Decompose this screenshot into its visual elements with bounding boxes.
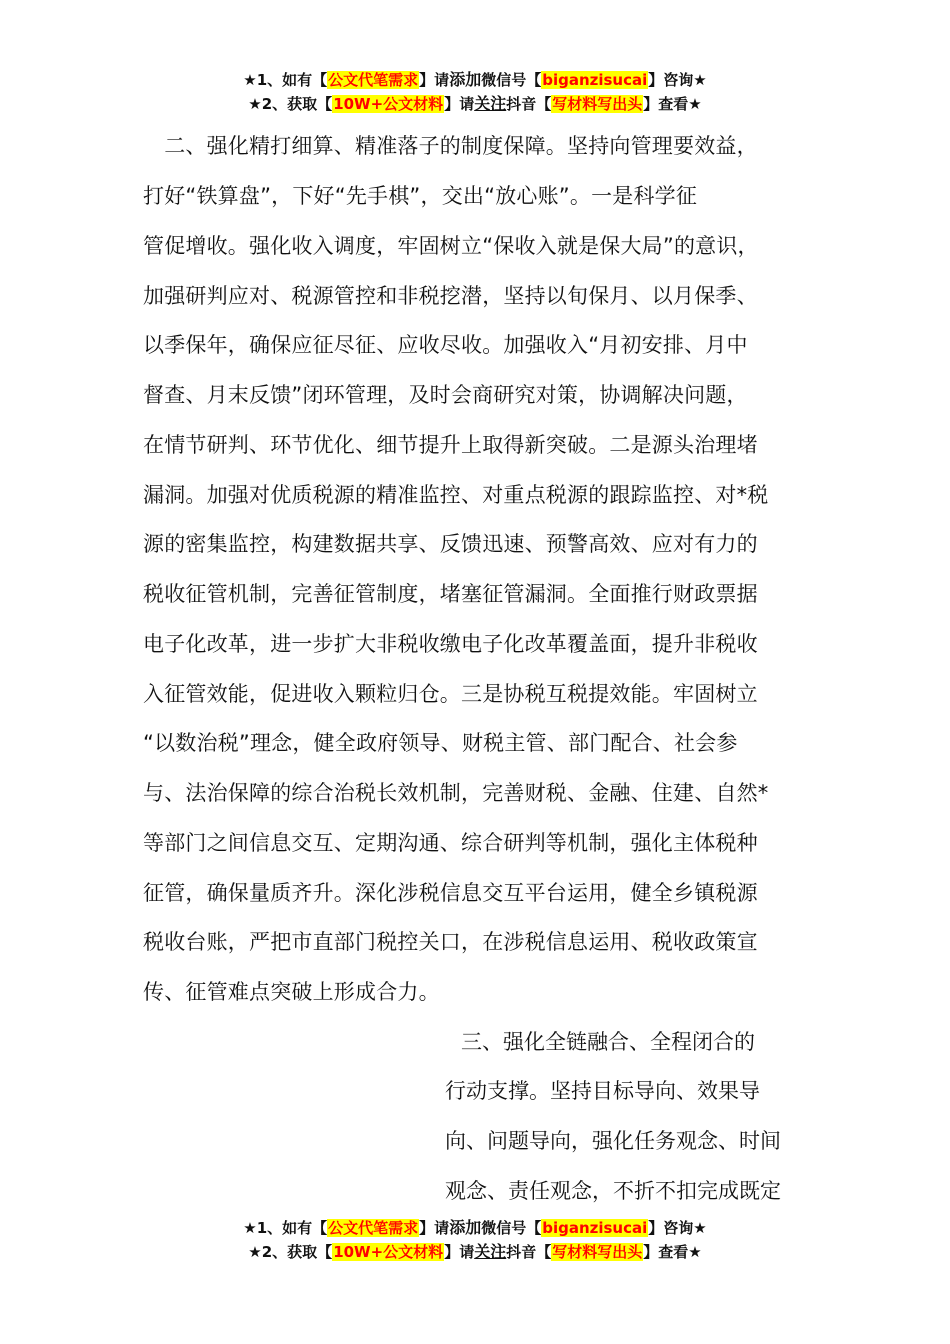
paragraph-line: 二、强化精打细算、精准落子的制度保障。坚持向管理要效益， xyxy=(143,134,758,158)
banner-highlight-materials: 10W+公文材料 xyxy=(333,95,444,113)
banner-text: 】请 xyxy=(419,1219,450,1237)
banner-text: 】请 xyxy=(444,1243,475,1261)
banner-text: ★1、如有【 xyxy=(243,1219,328,1237)
paragraph-line: 督查、月末反馈”闭环管理，及时会商研究对策，协调解决问题， xyxy=(143,383,748,407)
top-banner xyxy=(0,68,950,116)
banner-highlight-wechat: biganzisucai xyxy=(542,71,648,89)
banner-highlight-service: 公文代笔需求 xyxy=(328,1219,419,1237)
banner-line-1 xyxy=(0,68,950,92)
banner-line-2 xyxy=(0,1240,950,1264)
banner-highlight-douyin: 写材料写出头 xyxy=(552,95,643,113)
banner-emphasis: 添加 xyxy=(449,1218,482,1237)
paragraph-line: 征管，确保量质齐升。深化涉税信息交互平台运用，健全乡镇税源 xyxy=(143,881,758,905)
paragraph-line-narrow: 向、问题导向，强化任务观念、时间 xyxy=(445,1129,781,1153)
paragraph-line: 在情节研判、环节优化、细节提升上取得新突破。二是源头治理堵 xyxy=(143,433,758,457)
paragraph-line: 漏洞。加强对优质税源的精准监控、对重点税源的跟踪监控、对*税 xyxy=(143,483,769,507)
paragraph-line: 税收征管机制，完善征管制度，堵塞征管漏洞。全面推行财政票据 xyxy=(143,582,758,606)
banner-line-2 xyxy=(0,92,950,116)
banner-text: ★1、如有【 xyxy=(243,71,328,89)
paragraph-line: 电子化改革，进一步扩大非税收缴电子化改革覆盖面，提升非税收 xyxy=(143,632,758,656)
banner-highlight-service: 公文代笔需求 xyxy=(328,71,419,89)
banner-text: 】请 xyxy=(419,71,450,89)
paragraph-line: “以数治税”理念，健全政府领导、财税主管、部门配合、社会参 xyxy=(143,731,738,755)
banner-text: 】查看★ xyxy=(643,1243,702,1261)
paragraph-line: 传、征管难点突破上形成合力。 xyxy=(143,980,440,1004)
paragraph-line: 税收台账，严把市直部门税控关口，在涉税信息运用、税收政策宣 xyxy=(143,930,758,954)
banner-highlight-douyin: 写材料写出头 xyxy=(552,1243,643,1261)
banner-text: 】请 xyxy=(444,95,475,113)
paragraph-line: 加强研判应对、税源管控和非税挖潜，坚持以旬保月、以月保季、 xyxy=(143,284,758,308)
banner-line-1 xyxy=(0,1216,950,1240)
banner-text: ★2、获取【 xyxy=(248,95,333,113)
paragraph-line: 打好“铁算盘”，下好“先手棋”，交出“放心账”。一是科学征 xyxy=(143,184,698,208)
paragraph-line-narrow: 观念、责任观念，不折不扣完成既定 xyxy=(445,1179,781,1203)
banner-highlight-wechat: biganzisucai xyxy=(542,1219,648,1237)
paragraph-line: 入征管效能，促进收入颗粒归仓。三是协税互税提效能。牢固树立 xyxy=(143,682,758,706)
banner-emphasis: 关注 xyxy=(474,94,507,113)
paragraph-line: 管促增收。强化收入调度，牢固树立“保收入就是保大局”的意识， xyxy=(143,234,759,258)
banner-highlight-materials: 10W+公文材料 xyxy=(333,1243,444,1261)
paragraph-line: 源的密集监控，构建数据共享、反馈迅速、预警高效、应对有力的 xyxy=(143,532,758,556)
paragraph-line-narrow: 行动支撑。坚持目标导向、效果导 xyxy=(445,1079,760,1103)
banner-text: ★2、获取【 xyxy=(248,1243,333,1261)
paragraph-line: 与、法治保障的综合治税长效机制，完善财税、金融、住建、自然* xyxy=(143,781,769,805)
banner-emphasis: 添加 xyxy=(449,70,482,89)
banner-text: 】咨询★ xyxy=(648,1219,707,1237)
banner-text: 】查看★ xyxy=(643,95,702,113)
paragraph-line: 等部门之间信息交互、定期沟通、综合研判等机制，强化主体税种 xyxy=(143,831,758,855)
banner-text: 抖音【 xyxy=(506,1243,552,1261)
banner-text: 微信号【 xyxy=(481,71,542,89)
banner-text: 】咨询★ xyxy=(648,71,707,89)
banner-text: 抖音【 xyxy=(506,95,552,113)
bottom-banner xyxy=(0,1216,950,1264)
paragraph-line-narrow: 三、强化全链融合、全程闭合的 xyxy=(440,1030,755,1054)
banner-emphasis: 关注 xyxy=(474,1242,507,1261)
paragraph-line: 以季保年，确保应征尽征、应收尽收。加强收入“月初安排、月中 xyxy=(143,333,748,357)
banner-text: 微信号【 xyxy=(481,1219,542,1237)
